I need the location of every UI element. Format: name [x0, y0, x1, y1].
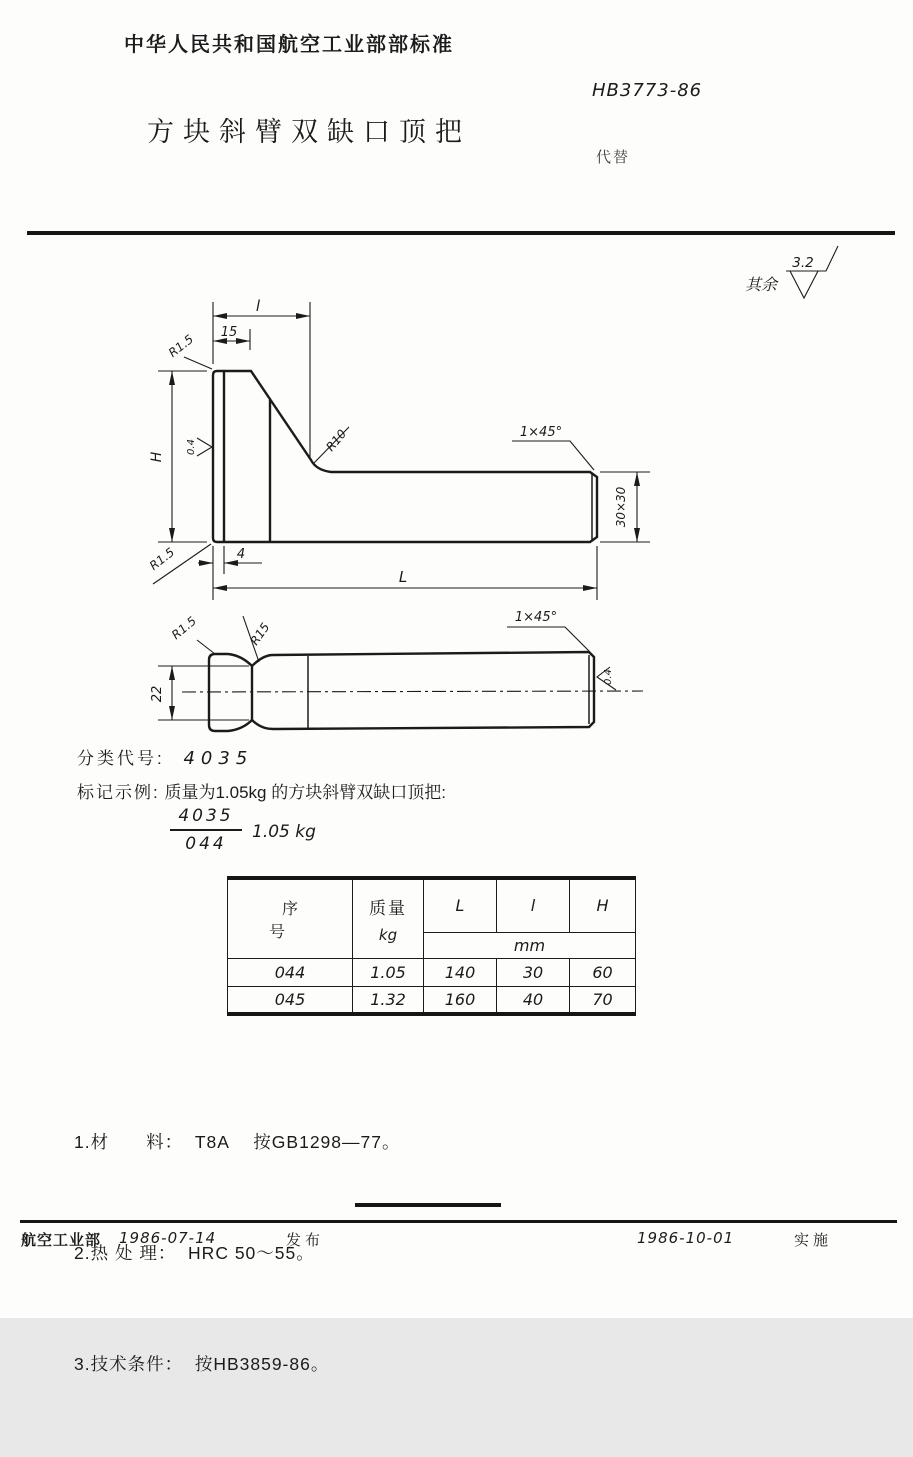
mass-label: 质量	[369, 898, 407, 918]
cell-index: 045	[228, 986, 353, 1014]
col-header-index: 序 号	[228, 878, 353, 958]
fraction-bar	[170, 829, 242, 831]
cell-index: 044	[228, 958, 353, 986]
table-row	[228, 958, 636, 986]
cell-L: 140	[424, 958, 497, 986]
footer-issue-date: 1986-07-14	[119, 1229, 217, 1247]
note-material: 1.材 料： T8A 按GB1298—77。	[74, 1132, 401, 1152]
marking-designation-fraction	[170, 806, 242, 855]
footer-issuer: 航空工业部	[21, 1232, 102, 1249]
roughness-check-icon	[786, 246, 838, 298]
unit-row: mm	[424, 932, 636, 958]
radius-label-corner: R1.5	[168, 613, 200, 643]
surface-roughness-note	[730, 240, 850, 310]
standard-org-title: 中华人民共和国航空工业部部标准	[124, 34, 454, 56]
classification-line	[77, 744, 253, 769]
chamfer-label-front: 1×45°	[519, 425, 563, 440]
cell-mass: 1.05	[353, 958, 424, 986]
col-header-mass	[353, 878, 424, 958]
document-title: 方块斜臂双缺口顶把	[147, 117, 471, 147]
fraction-numerator: 4035	[178, 806, 234, 826]
dim-label-22: 22	[150, 685, 165, 703]
notes-block	[74, 1050, 401, 1457]
note-heat-treatment: 2.热 处 理： HRC 50～55。	[74, 1243, 315, 1263]
leader-r15-top	[184, 357, 212, 369]
leader-chamfer-top	[507, 627, 589, 651]
cell-H: 70	[570, 986, 636, 1014]
radius-label-top: R1.5	[165, 332, 197, 360]
front-view	[147, 297, 650, 600]
fraction-denominator: 044	[185, 834, 227, 854]
radius-label-r10: R10	[323, 426, 350, 454]
dim-label-15: 15	[220, 325, 238, 340]
supersedes-label: 代替	[596, 149, 631, 166]
dim-label-4: 4	[236, 547, 246, 562]
marking-description: 质量为1.05kg 的方块斜臂双缺口顶把:	[164, 783, 446, 802]
marking-example-line	[77, 778, 446, 803]
leader-chamfer-front	[512, 441, 594, 470]
cell-H: 60	[570, 958, 636, 986]
top-view	[150, 610, 643, 731]
cell-L: 160	[424, 986, 497, 1014]
footer-center-rule	[355, 1203, 501, 1207]
dim-label-30x30: 30×30	[614, 486, 628, 528]
header-rule	[27, 231, 895, 235]
spec-table	[227, 876, 636, 1016]
surface-note-label: 其余	[744, 275, 778, 294]
footer-effective-label: 实施	[794, 1232, 833, 1249]
footer-issue-label: 发布	[286, 1232, 325, 1249]
mass-unit-label: kg	[378, 925, 398, 944]
leader-r15-corner	[197, 640, 215, 654]
col-header-H: H	[570, 878, 636, 932]
table-row	[228, 986, 636, 1014]
chamfer-label-top: 1×45°	[514, 610, 558, 625]
col-header-L: L	[424, 878, 497, 932]
marking-label: 标记示例:	[77, 783, 160, 802]
roughness-value-front: 0.4	[186, 439, 197, 455]
note-technical-conditions: 3.技术条件： 按HB3859-86。	[74, 1354, 330, 1374]
footer-effective-date: 1986-10-01	[637, 1229, 735, 1247]
classification-label: 分类代号:	[77, 749, 165, 768]
radius-label-bottom: R1.5	[146, 545, 178, 573]
dim-label-l: l	[255, 297, 261, 315]
marking-weight: 1.05 kg	[252, 822, 316, 842]
standard-number: HB3773-86	[592, 80, 703, 101]
footer-rule	[20, 1220, 897, 1223]
dim-label-H: H	[149, 451, 165, 463]
cell-l: 40	[497, 986, 570, 1014]
classification-code: 4035	[183, 748, 254, 769]
surface-note-value: 3.2	[792, 255, 814, 271]
roughness-check-icon	[197, 438, 212, 456]
cell-l: 30	[497, 958, 570, 986]
col-header-l: l	[497, 878, 570, 932]
roughness-value-end: 0.4	[603, 669, 614, 685]
technical-drawing	[100, 280, 680, 750]
cell-mass: 1.32	[353, 986, 424, 1014]
radius-label-notch: R15	[247, 620, 273, 648]
dim-label-L: L	[398, 568, 408, 586]
